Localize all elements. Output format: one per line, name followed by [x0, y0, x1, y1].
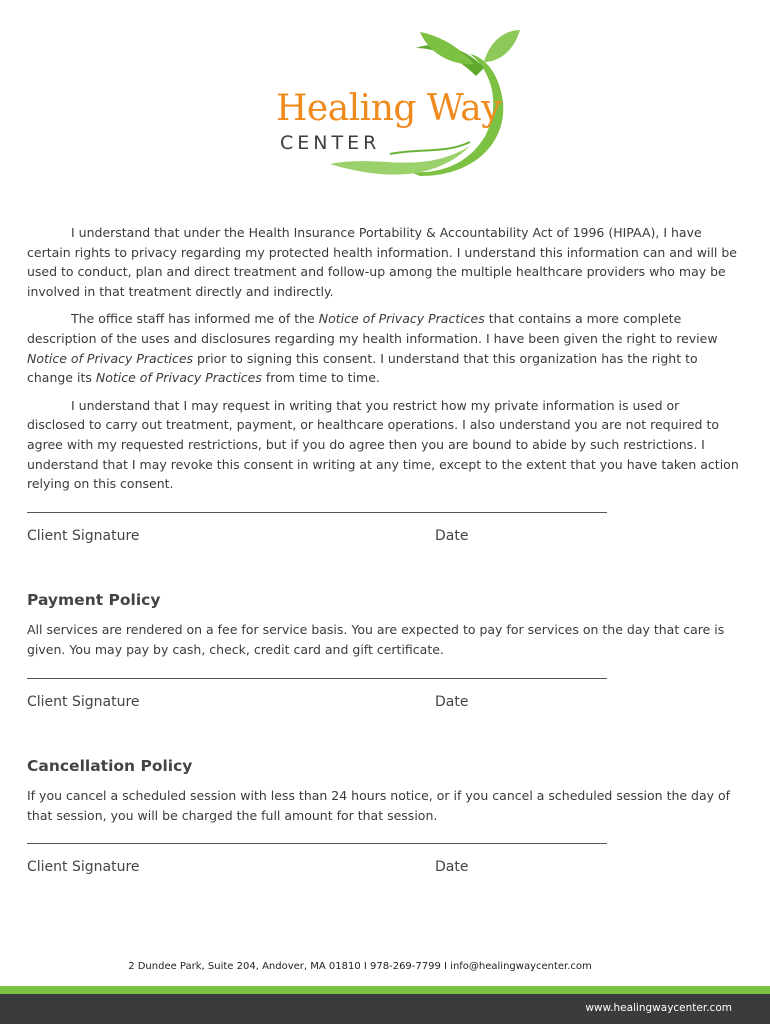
payment-signature-label: Client Signature	[27, 693, 140, 710]
notice-privacy-practices-ref-2: Notice of Privacy Practices	[27, 350, 194, 366]
footer-green-bar	[0, 986, 770, 994]
cancellation-signature-label: Client Signature	[27, 859, 140, 876]
consent-paragraph-2	[27, 309, 741, 387]
payment-signature-row	[27, 693, 741, 713]
payment-policy-text: All services are rendered on a fee for service basis. You are expected to pay for services on the day that care is given. You may pay by cash, check, credit card and gift certificate.	[27, 622, 725, 657]
consent-paragraph-2-part-a: The office staff has informed me of the	[71, 311, 319, 327]
consent-paragraph-2-part-b: that contains a more complete description of the uses and disclosures regarding my health information. I have been given the right to review	[27, 311, 718, 346]
logo	[270, 26, 530, 196]
consent-paragraph-1: I understand that under the Health Insurance Portability & Accountability Act of 1996 (HIPAA), I have certain rights to privacy regarding my protected health information. I understand this information can and will be used to conduct, plan and direct treatment and follow-up among the multiple healthcare providers who may be involved in that treatment directly and indirectly.	[27, 225, 737, 299]
consent-signature-line[interactable]	[27, 512, 607, 513]
consent-paragraph-2-part-c: prior to signing this consent. I understand that this organization has the right to change its	[27, 350, 698, 386]
consent-paragraph-2-part-d: from time to time.	[261, 370, 380, 386]
cancellation-policy-title: Cancellation Policy	[27, 756, 193, 775]
cancellation-policy-text: If you cancel a scheduled session with less than 24 hours notice, or if you cancel a scheduled session the day of that session, you will be charged the full amount for that session.	[27, 788, 731, 823]
cancellation-signature-row	[27, 858, 741, 878]
consent-signature-row	[27, 527, 741, 547]
notice-privacy-practices-ref-1: Notice of Privacy Practices	[318, 311, 485, 327]
consent-paragraph-3: I understand that I may request in writing that you restrict how my private information is used or disclosed to carry out treatment, payment, or healthcare operations. I also understand you are not required to agree with my requested restrictions, but if you do agree then you are bound to abide by such restrictions. I understand that I may revoke this consent in writing at any time, except to the extent that you have taken action relying on this consent.	[27, 397, 739, 492]
cancellation-date-label: Date	[435, 859, 469, 876]
consent-signature-label: Client Signature	[27, 527, 140, 544]
payment-signature-line[interactable]	[27, 678, 607, 679]
logo-title: Healing Way	[276, 88, 502, 129]
cancellation-signature-line[interactable]	[27, 843, 607, 844]
footer-address: 2 Dundee Park, Suite 204, Andover, MA 01810 I 978-269-7799 I info@healingwaycenter.com	[128, 961, 592, 972]
footer-website-link[interactable]: www.healingwaycenter.com	[585, 1002, 732, 1014]
document-body	[27, 223, 741, 878]
payment-policy-title: Payment Policy	[27, 590, 161, 609]
footer-dark-bar	[0, 994, 770, 1024]
logo-subtitle: CENTER	[280, 132, 381, 154]
notice-privacy-practices-ref-3: Notice of Privacy Practices	[95, 370, 262, 386]
consent-date-label: Date	[435, 527, 469, 544]
payment-date-label: Date	[435, 693, 469, 710]
